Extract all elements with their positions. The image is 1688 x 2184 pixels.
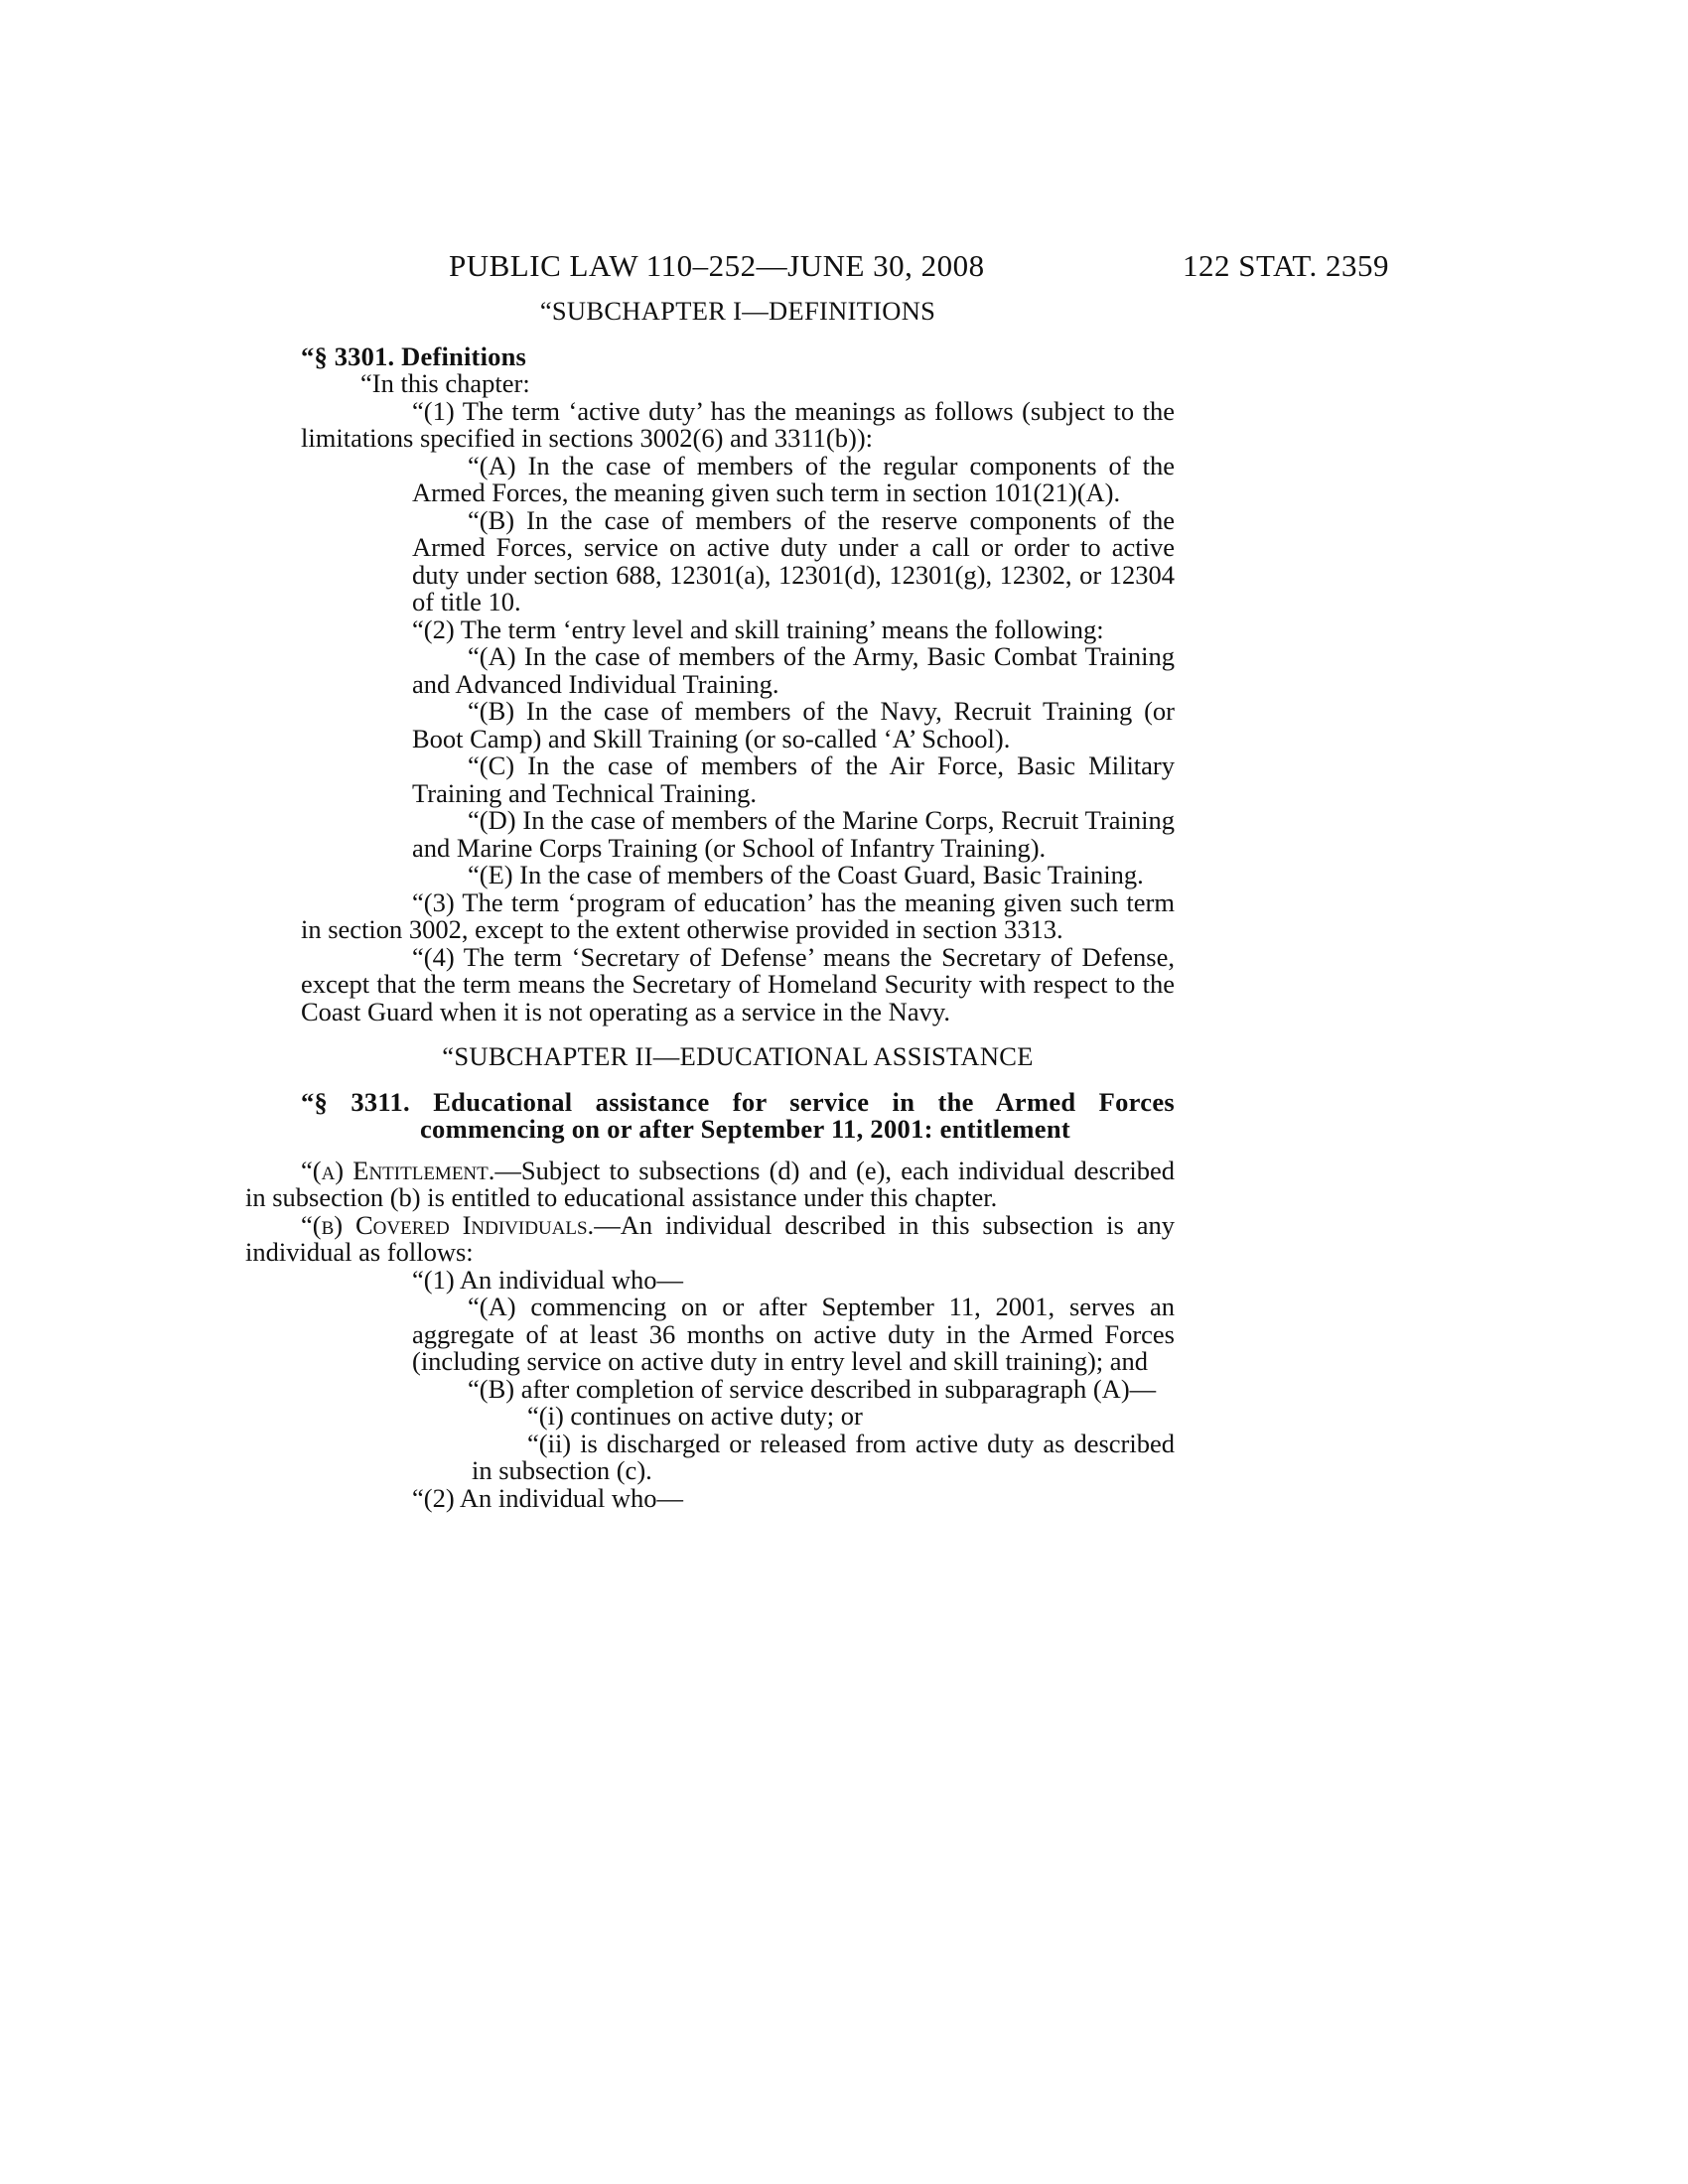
paragraph-2: “(2) The term ‘entry level and skill training’ means the following: <box>412 614 1104 644</box>
document-body <box>245 296 1175 1513</box>
paragraph-b-1-B: “(B) after completion of service described in subparagraph (A)— <box>468 1373 1157 1404</box>
paragraph-2-C: “(C) In the case of members of the Air Force, Basic Military Training and Technical Training. <box>412 751 1175 808</box>
subsection-b-label: “(b) Covered Individuals. <box>301 1209 595 1240</box>
section-heading-3311: “§ 3311. Educational assistance for service in the Armed Forces commencing on or after September 11, 2001: entitlement <box>301 1086 1175 1144</box>
paragraph-4: “(4) The term ‘Secretary of Defense’ means the Secretary of Defense, except that the term means the Secretary of Homeland Security with respect to the Coast Guard when it is not operating as a service in the Navy. <box>301 941 1175 1026</box>
running-header-stat: 122 STAT. 2359 <box>1183 248 1390 283</box>
paragraph-1-B: “(B) In the case of members of the reserve components of the Armed Forces, service on active duty under a call or order to active duty under section 688, 12301(a), 12301(d), 12301(g), 12302, or 12304 of title 10. <box>412 504 1175 616</box>
subsection-b <box>245 1209 1175 1267</box>
subsection-a-label: “(a) Entitlement. <box>301 1155 495 1185</box>
running-header-title: PUBLIC LAW 110–252—JUNE 30, 2008 <box>449 248 985 283</box>
section-heading-3301: “§ 3301. Definitions <box>301 341 527 371</box>
paragraph-2-B: “(B) In the case of members of the Navy, Recruit Training (or Boot Camp) and Skill Training (or so-called ‘A’ School). <box>412 696 1175 753</box>
subsection-a <box>245 1155 1175 1212</box>
paragraph-b-1-B-i: “(i) continues on active duty; or <box>527 1401 863 1431</box>
subsection-a-text: —Subject to subsections (d) and (e), each individual described in subsection (b) is entitled to educational assistance under this chapter. <box>245 1155 1175 1212</box>
paragraph-b-1: “(1) An individual who— <box>412 1264 684 1295</box>
paragraph-1-A: “(A) In the case of members of the regular components of the Armed Forces, the meaning given such term in section 101(21)(A). <box>412 450 1175 507</box>
paragraph-2-D: “(D) In the case of members of the Marine Corps, Recruit Training and Marine Corps Training (or School of Infantry Training). <box>412 805 1175 863</box>
paragraph-intro: “In this chapter: <box>360 368 530 398</box>
paragraph-b-1-A: “(A) commencing on or after September 11, 2001, serves an aggregate of at least 36 months on active duty in the Armed Forces (including service on active duty in entry level and skill training); and <box>412 1292 1175 1376</box>
subchapter-heading-1: “SUBCHAPTER I—DEFINITIONS <box>539 296 936 326</box>
subchapter-heading-2: “SUBCHAPTER II—EDUCATIONAL ASSISTANCE <box>442 1041 1034 1071</box>
paragraph-b-2: “(2) An individual who— <box>412 1482 684 1513</box>
paragraph-3: “(3) The term ‘program of education’ has the meaning given such term in section 3002, except to the extent otherwise provided in section 3313. <box>301 887 1175 944</box>
paragraph-2-A: “(A) In the case of members of the Army, Basic Combat Training and Advanced Individual Training. <box>412 641 1175 699</box>
paragraph-2-E: “(E) In the case of members of the Coast Guard, Basic Training. <box>468 860 1144 889</box>
paragraph-1: “(1) The term ‘active duty’ has the meanings as follows (subject to the limitations specified in sections 3002(6) and 3311(b)): <box>301 395 1175 453</box>
paragraph-b-1-B-ii: “(ii) is discharged or released from active duty as described in subsection (c). <box>472 1428 1175 1485</box>
subsection-b-text: —An individual described in this subsection is any individual as follows: <box>245 1209 1175 1267</box>
